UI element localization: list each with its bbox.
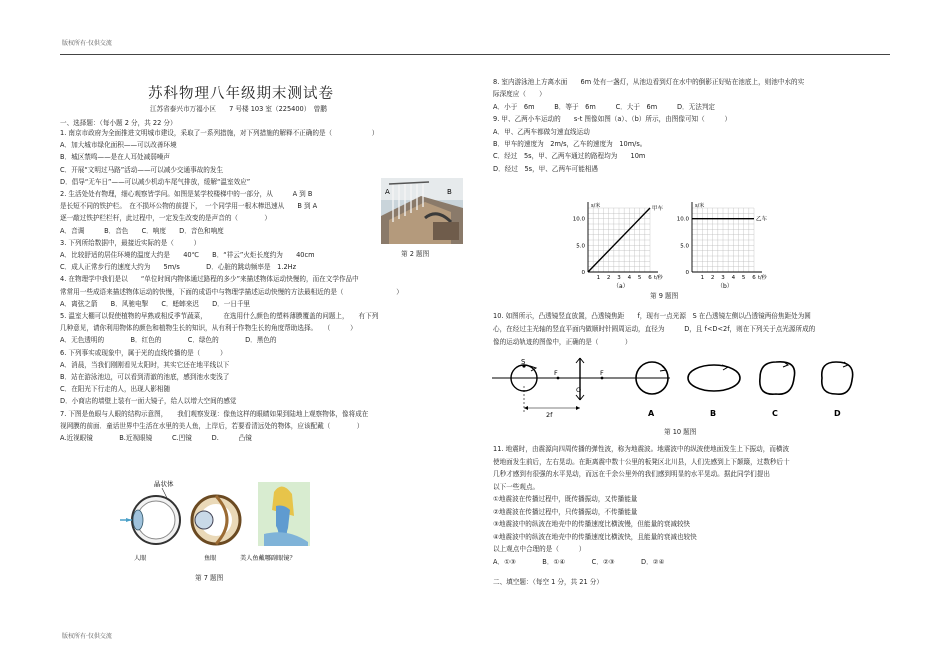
left-question-line: 2. 生活处处有物理，细心观察皆学问。如图是某学校楼梯中的一部分，从 A 到 B: [60, 190, 313, 198]
left-question-line: C．在阳光下行走的人，出现人影相随: [60, 385, 171, 394]
fig10-f-left: F: [554, 369, 558, 377]
chart-b-y-tick: 10.0: [676, 216, 689, 223]
left-question-line: 7. 下图是鱼眼与人眼的结构示意图， 我们观察发现：像鱼这样的眼睛如果到陆地上观察物体，像将成在: [60, 409, 369, 418]
fig10-2f-label: 2f: [546, 411, 553, 419]
fig2-label-a: A: [385, 188, 390, 196]
mermaid-icon: [258, 482, 310, 546]
q8-q9-line: 9. 甲、乙两小车运动的 s-t 图像如图（a）、（b）所示，由图像可知（ ）: [493, 115, 732, 124]
chart-b-y-label: s/米: [695, 203, 705, 209]
option-d-loop: [822, 362, 853, 394]
option-b-loop: [688, 365, 740, 391]
chart-a-x-tick: 5: [637, 275, 642, 281]
chart-b-x-tick: 1: [700, 275, 705, 281]
section2-title: 二、填空题：（每空 1 分，共 21 分）: [493, 578, 603, 586]
left-question-line: B．城区禁鸣——是在人耳处减弱噪声: [60, 153, 171, 162]
chart-a-x-tick: 4: [627, 275, 632, 281]
q11-line: 使地面发生前后，左右晃动。在距离震中数十公里的板凳区北川县，人们先感到上下颠簸，过数秒后十: [493, 457, 790, 466]
human-eye-icon: [120, 496, 180, 544]
q11-line: 以上观点中合理的是（ ）: [493, 545, 586, 553]
chart-a-y-tick: 10.0: [572, 216, 585, 223]
left-question-line: 5. 温室大棚可以促使植物的早熟或相反季节蔬菜， 在选用什么颜色的塑料薄膜覆盖的问题上， 有下列: [60, 312, 379, 320]
q8-q9-line: B．甲车的速度为 2m/s，乙车的速度为 10m/s。: [493, 140, 647, 148]
chart-b-x-tick: 4: [731, 275, 736, 281]
left-question-line: D．倡导“无车日”——可以减少机动车尾气排放，缓解“温室效应”: [60, 177, 251, 186]
q10-line: 心，在经过主光轴的竖直平面内做顺时针圆周运动，直径为 D，且 f<D<2f，则在下列关于点光源所成的: [493, 325, 816, 333]
chart-a-x-tick: 1: [596, 275, 601, 281]
fig7-fish-eye: 鱼眼: [204, 555, 217, 562]
fig10-lens-figure: [490, 356, 870, 426]
chart-a-y-tick: 0: [581, 270, 585, 276]
q8-q9-line: A．甲、乙两车都做匀速直线运动: [493, 127, 590, 136]
fig9-caption: 第 9 题图: [650, 292, 679, 300]
chart-b-x-tick: 3: [721, 275, 725, 281]
school-line: 江苏省泰兴市万福小区 7 号楼 103 室（225400） 曾鹏: [150, 105, 327, 113]
fig10-caption: 第 10 题图: [664, 428, 697, 436]
left-question-line: 是长短不同的铁护栏。 在不损坏公物的前提下， 一个同学用一根木棒迅速从 B 到 A: [60, 202, 318, 211]
q8-q9-line: A．小于 6m B．等于 6m C．大于 6m D．无法判定: [493, 102, 716, 111]
fish-eye-icon: [192, 496, 240, 544]
left-question-line: C．成人正常步行的速度大约为 5m/s D．心脏的跳动频率是 1.2Hz: [60, 263, 297, 272]
fig10-option-b: B: [710, 409, 717, 418]
left-question-line: A．加大城市绿化面积——可以改善环境: [60, 141, 177, 150]
left-question-line: 逐一敲过铁护栏栏杆，此过程中，一定发生改变的是声音的（ ）: [60, 214, 271, 223]
chart-b-x-label: t/秒: [758, 275, 767, 281]
left-question-line: A．比较舒适的居住环境的温度大约是 40℃ B．“祥云”火炬长度约为 40cm: [60, 251, 315, 259]
q11-line: 以下一些观点。: [493, 482, 540, 491]
option-c-loop: [760, 362, 795, 394]
left-question-line: 3. 下列所给数据中，最接近实际的是（ ）: [60, 238, 201, 247]
chart-a-y-tick: 5.0: [576, 243, 585, 250]
q10-line: 像的运动轨迹的图像中，正确的是（ ）: [493, 338, 632, 346]
chart-a-x-tick: 3: [617, 275, 621, 281]
fig2-caption: 第 2 题图: [401, 250, 430, 258]
exam-title: 苏科物理八年级期末测试卷: [148, 86, 334, 102]
left-question-line: A．消晨，当我们刚刚看见太阳时，其实它还在地平线以下: [60, 360, 230, 369]
chart-a-x-tick: 2: [606, 275, 611, 281]
fig10-option-d: D: [834, 409, 841, 418]
left-question-line: A．音调 B．音色 C．响度 D．音色和响度: [60, 226, 224, 235]
q11-line: ②地震波在传播过程中，只传播振动，不传播能量: [493, 507, 638, 516]
fig7-human-eye: 人眼: [134, 555, 147, 562]
q11-line: ③地震波中的纵波在地壳中的传播速度比横波慢，但能量的衰减较快: [493, 520, 691, 528]
chart-a-panel-label: （a）: [613, 283, 629, 290]
header-rule: [60, 54, 890, 55]
left-question-line: 视网膜的前面．童话世界中生活在水里的美人鱼，上岸后，若要看清远处的物体，应该配戴（ ）: [60, 421, 364, 430]
chart-b-panel-label: （b）: [717, 283, 733, 290]
left-question-line: 4. 在物理学中我们是以 “单位时间内物体通过路程的多少”来描述物体运动快慢的，而在文学作品中: [60, 275, 359, 284]
q11-line: 几秒才感到有很强的水平晃动，而远在千余公里外的我们感到明显的水平晃动。据此同学们提出: [493, 470, 770, 478]
q8-q9-line: D．经过 5s，甲、乙两车可能相遇: [493, 164, 599, 173]
section1-title: 一、选择题：（每小题 2 分，共 22 分）: [60, 119, 177, 127]
fig7-mermaid-caption: 美人鱼戴哪副眼镜？: [240, 555, 296, 562]
q8-q9-line: C．经过 5s，甲、乙两车通过的路程均为 10m: [493, 152, 646, 161]
left-question-line: 几种意见，请你利用物体的颜色和植物生长的知识，从有利于作物生长的角度帮助选择。 （ ）: [60, 324, 357, 333]
chart-b: [677, 202, 768, 290]
fig7-lens-label: 晶状体: [154, 480, 174, 488]
chart-b-x-tick: 2: [710, 275, 715, 281]
chart-b-series-name: 乙车: [756, 216, 768, 223]
fig10-f-right: F: [600, 369, 604, 377]
chart-b-x-tick: 5: [741, 275, 746, 281]
q11-line: ①地震波在传播过程中，既传播振动，又传播能量: [493, 495, 638, 503]
chart-a-x-label: t/秒: [654, 275, 663, 281]
header-note: 版权所有·仅供交流: [62, 40, 112, 47]
fig10-option-a: A: [648, 409, 655, 418]
fig7-eye-figure: [118, 476, 318, 564]
left-question-line: A.近视眼镜 B.近视眼镜 C.凹镜 D. 凸镜: [60, 434, 252, 442]
q10-line: 10. 如图所示，凸透镜竖直放置，凸透镜焦距 f，现有一点光源 S 在凸透镜左侧以凸透镜两倍焦距处为圆: [493, 312, 811, 320]
footer-note: 版权所有·仅供交流: [62, 633, 112, 640]
chart-a-x-tick: 6: [648, 275, 652, 281]
fig10-s-label: S: [521, 358, 526, 366]
left-question-line: 6. 下列事实或现象中，属于光的直线传播的是（ ）: [60, 348, 227, 357]
left-question-line: C．开展“文明过马路”活动——可以减少交通事故的发生: [60, 165, 224, 174]
left-question-line: 常常用一些成语来描述物体运动的快慢，下面的成语中与物理学描述运动快慢的方法最相近的是（ ）: [60, 287, 403, 296]
chart-b-y-tick: 0: [685, 270, 689, 276]
chart-b-x-tick: 6: [752, 275, 756, 281]
chart-b-y-tick: 5.0: [680, 243, 689, 250]
left-question-line: A．无色透明的 B．红色的 C．绿色的 D．黑色的: [60, 336, 277, 345]
left-question-line: D．小商店的墙壁上装有一面大镜子，给人以增大空间的感觉: [60, 397, 237, 406]
left-question-line: A．离弦之箭 B．风驰电掣 C．蟋蟀来迟 D．一日千里: [60, 299, 251, 308]
fig2-stair-photo: [381, 178, 463, 244]
left-question-line: B．站在游泳池边，可以看到清澈的池底，感到池水变浅了: [60, 373, 230, 381]
chart-a: [573, 202, 664, 290]
fig9-charts: [570, 196, 780, 292]
q11-line: ④地震波中的纵波在地壳中的传播速度比横波快，且能量的衰减也较快: [493, 532, 697, 541]
fig10-o-label: O: [576, 386, 582, 394]
q8-q9-line: 8. 室内游泳池上方离水面 6m 处有一盏灯，从池边看到灯在水中的倒影正好贴在池底上，则池中水的实: [493, 78, 805, 86]
left-question-line: 1. 南京市政府为全面推进文明城市建设，采取了一系列措施，对下列措施的解释不正确的是（ ）: [60, 129, 379, 137]
q11-line: A．①③ B．①④ C．②③ D．②④: [493, 557, 665, 566]
fig10-option-c: C: [772, 409, 778, 418]
q11-line: 11. 地震时，由震源向四周传播的弹性波，称为地震波。地震波中的纵波使地面发生上下振动，而横波: [493, 445, 790, 453]
chart-a-series-name: 甲车: [652, 206, 664, 212]
q8-q9-line: 际深度应（ ）: [493, 90, 546, 99]
chart-a-y-label: s/米: [591, 203, 601, 209]
fig7-caption: 第 7 题图: [195, 574, 224, 582]
fig2-label-b: B: [447, 188, 452, 196]
